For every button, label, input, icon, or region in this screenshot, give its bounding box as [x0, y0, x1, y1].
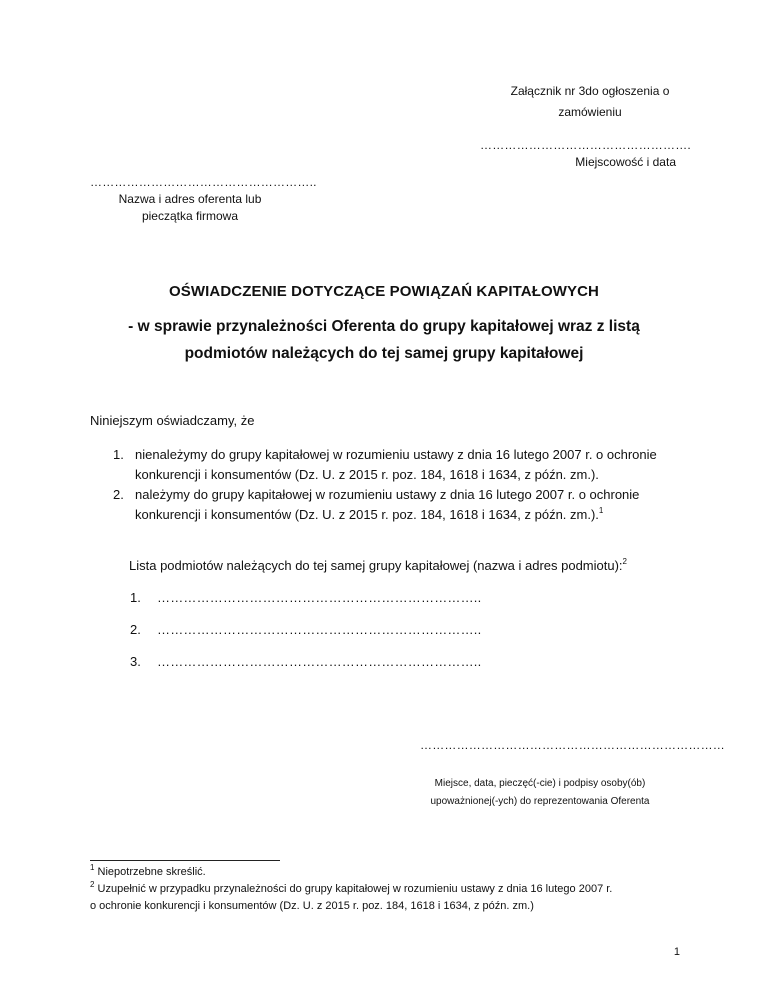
- list-item: [130, 590, 481, 605]
- footnote-item: [90, 881, 680, 898]
- declaration-line: [135, 505, 680, 527]
- bidder-block: [90, 174, 317, 225]
- place-date-block: [480, 137, 691, 171]
- footnotes: [90, 864, 680, 914]
- footnote-text-cont: o ochronie konkurencji i konsumentów (Dz. U. z 2015 r. poz. 184, 1618 i 1634, z późn. zm.): [90, 900, 534, 912]
- list-item-dots: ………………………………………………………………..: [157, 622, 482, 637]
- declaration-line: nienależymy do grupy kapitałowej w rozumieniu ustawy z dnia 16 lutego 2007 r. o ochronie: [135, 447, 657, 462]
- footnote-separator: [90, 860, 280, 861]
- bidder-label-line2: pieczątka firmowa: [141, 209, 239, 223]
- attachment-header: [480, 83, 700, 121]
- document-subtitle: [60, 313, 708, 367]
- footnote-number: 1: [90, 863, 95, 872]
- list-item: [130, 622, 481, 637]
- attachment-line2: zamówieniu: [558, 105, 622, 119]
- footnote-text: Niepotrzebne skreślić.: [97, 866, 206, 878]
- list-item-number: 3.: [130, 654, 141, 669]
- list-item-dots: ………………………………………………………………..: [157, 590, 482, 605]
- attachment-line1: Załącznik nr 3do ogłoszenia o: [510, 84, 670, 98]
- list-heading: [129, 556, 689, 578]
- declaration-list: [90, 445, 680, 527]
- declaration-number: 2.: [113, 487, 124, 502]
- document-title: OŚWIADCZENIE DOTYCZĄCE POWIĄZAŃ KAPITAŁOWYCH: [169, 283, 599, 300]
- page-number: 1: [673, 946, 680, 958]
- subtitle-line2: podmiotów należących do tej samej grupy kapitałowej: [184, 345, 584, 362]
- footnote-number: 2: [90, 880, 95, 889]
- declaration-line: konkurencji i konsumentów (Dz. U. z 2015 r. poz. 184, 1618 i 1634, z późn. zm.).: [135, 467, 599, 482]
- footnote-ref[interactable]: 2: [622, 557, 627, 566]
- list-item-number: 1.: [130, 590, 141, 605]
- declaration-item: [90, 445, 680, 485]
- bidder-dots: ………………………………………………..: [90, 175, 317, 189]
- signature-label-line2: upoważnionej(-ych) do reprezentowania Oferenta: [430, 796, 650, 807]
- footnote-text: Uzupełnić w przypadku przynależności do grupy kapitałowej w rozumieniu ustawy z dnia 16 lutego 2007 r.: [97, 883, 613, 895]
- bidder-label-line1: Nazwa i adres oferenta lub: [118, 192, 262, 206]
- list-item: [130, 654, 481, 669]
- signature-label: [395, 775, 685, 811]
- footnote-item: [90, 864, 680, 881]
- declaration-line: należymy do grupy kapitałowej w rozumieniu ustawy z dnia 16 lutego 2007 r. o ochronie: [135, 487, 640, 502]
- list-heading-text: Lista podmiotów należących do tej samej grupy kapitałowej (nazwa i adres podmiotu):: [129, 558, 623, 573]
- subtitle-line1: - w sprawie przynależności Oferenta do grupy kapitałowej wraz z listą: [128, 318, 640, 335]
- place-date-label: Miejscowość i data: [575, 155, 676, 169]
- footnote-ref[interactable]: 1: [598, 506, 604, 515]
- declaration-line-text: konkurencji i konsumentów (Dz. U. z 2015 r. poz. 184, 1618 i 1634, z późn. zm.).: [135, 507, 599, 522]
- list-item-number: 2.: [130, 622, 141, 637]
- declaration-item: [90, 485, 680, 527]
- signature-label-line1: Miejsce, data, pieczęć(-cie) i podpisy osoby(ób): [434, 778, 646, 789]
- intro-text: Niniejszym oświadczamy, że: [90, 413, 255, 428]
- signature-dots: …………………………………………………………………: [420, 738, 725, 752]
- list-item-dots: ………………………………………………………………..: [157, 654, 482, 669]
- place-date-dots: …………………………………………….: [480, 138, 691, 152]
- declaration-number: 1.: [113, 447, 124, 462]
